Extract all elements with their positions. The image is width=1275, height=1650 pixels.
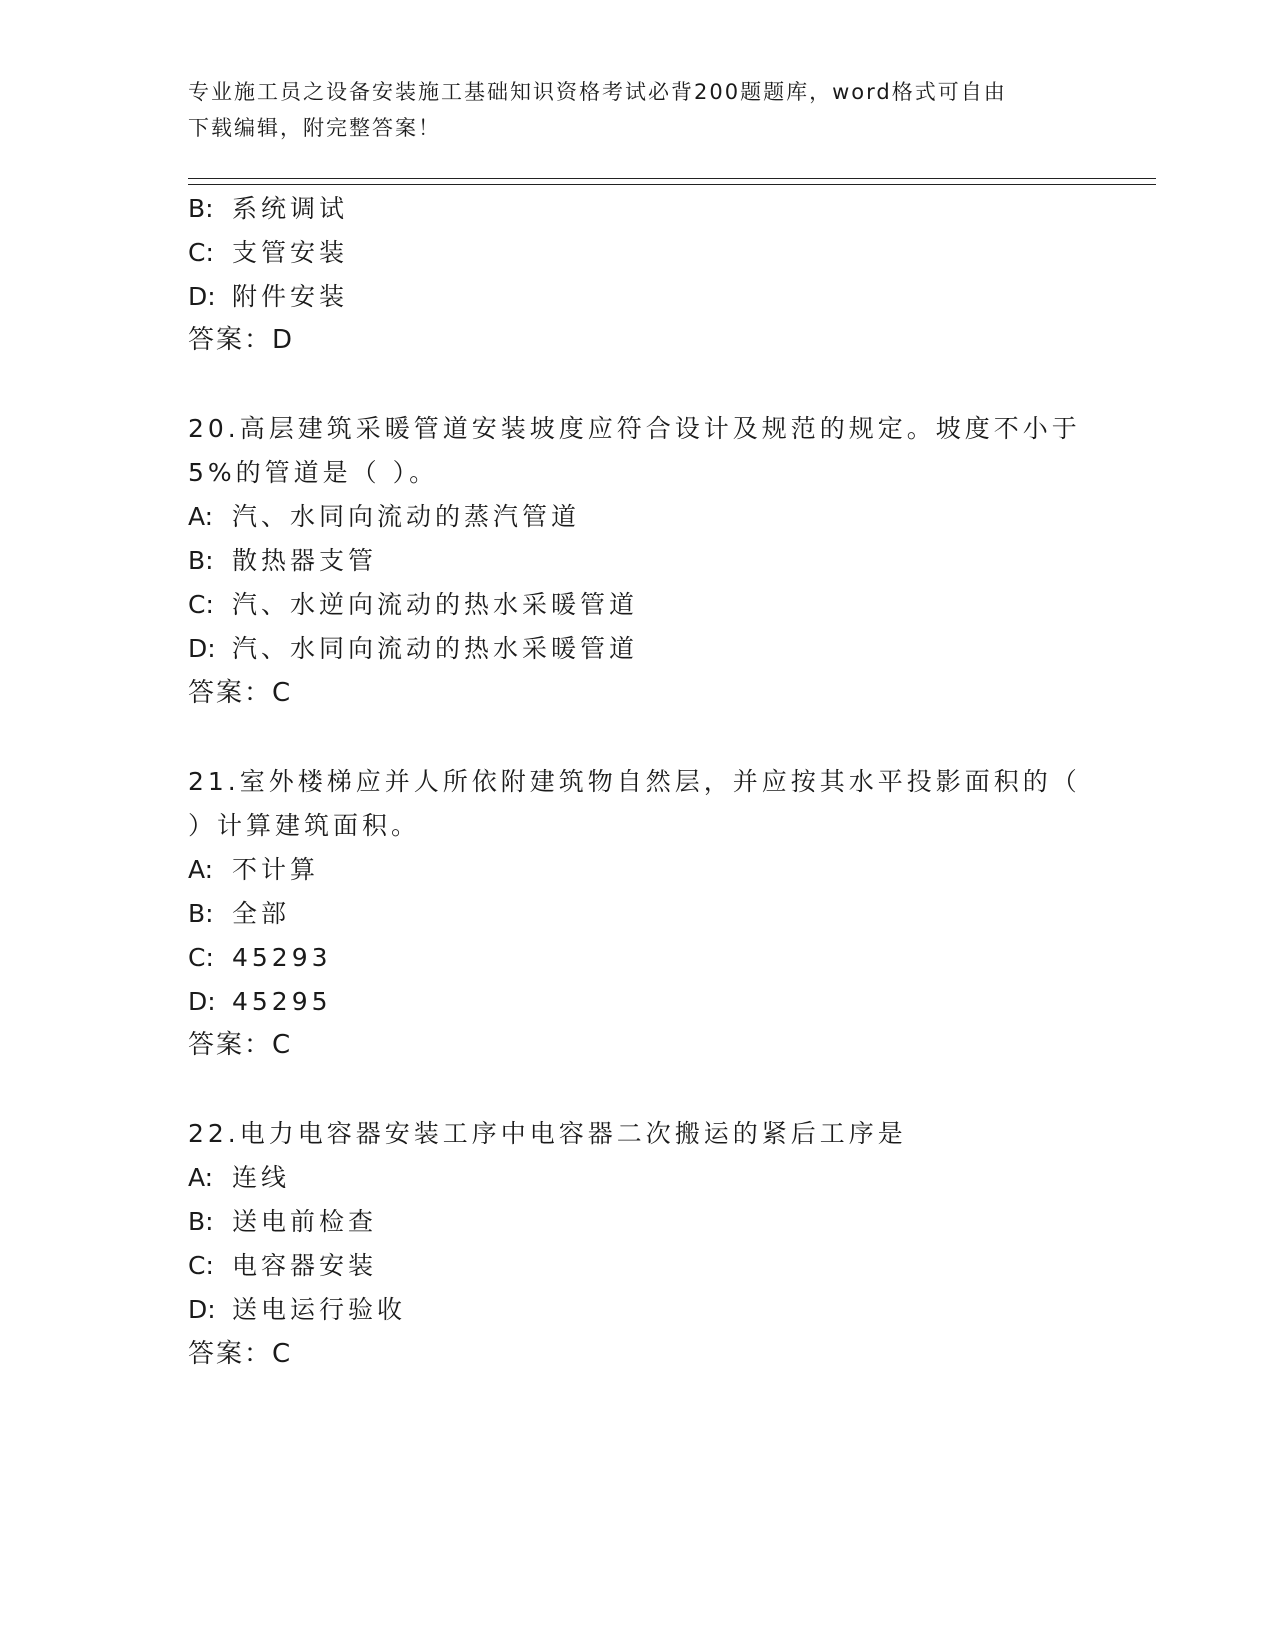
option-text: 不计算	[232, 855, 320, 884]
option-text: 送电运行验收	[232, 1295, 407, 1324]
option-letter: B:	[188, 899, 214, 928]
option-d	[188, 632, 638, 666]
option-b	[188, 192, 348, 226]
option-text: 系统调试	[232, 194, 349, 223]
question-22-line-1: 22.电力电容器安装工序中电容器二次搬运的紧后工序是	[188, 1119, 907, 1148]
option-b	[188, 1205, 377, 1239]
option-text: 附件安装	[232, 282, 349, 311]
answer-line: 答案：C	[188, 678, 293, 708]
option-letter: B:	[188, 546, 214, 575]
header-line-1: 专业施工员之设备安装施工基础知识资格考试必背200题题库，word格式可自由	[188, 80, 1007, 104]
header-rule-bottom	[188, 184, 1156, 185]
question-20-line-1: 20.高层建筑采暖管道安装坡度应符合设计及规范的规定。坡度不小于	[188, 414, 1081, 443]
option-c	[188, 588, 638, 622]
option-c	[188, 941, 332, 975]
option-letter: D:	[188, 987, 216, 1016]
option-text: 汽、水逆向流动的热水采暖管道	[232, 590, 639, 619]
question-21-line-2: ）计算建筑面积。	[188, 811, 421, 840]
option-a	[188, 853, 319, 887]
option-d	[188, 280, 348, 314]
question-21-line-1: 21.室外楼梯应并人所依附建筑物自然层，并应按其水平投影面积的（	[188, 767, 1081, 796]
document-header	[188, 74, 1088, 146]
option-text: 汽、水同向流动的热水采暖管道	[232, 634, 639, 663]
answer-line: 答案：C	[188, 1030, 293, 1060]
option-letter: D:	[188, 634, 216, 663]
option-text: 45293	[232, 943, 332, 972]
option-c	[188, 1249, 377, 1283]
answer-line: 答案：D	[188, 325, 295, 355]
option-text: 支管安装	[232, 238, 349, 267]
option-letter: C:	[188, 238, 214, 267]
answer-line: 答案：C	[188, 1339, 293, 1369]
option-letter: C:	[188, 590, 214, 619]
option-letter: A:	[188, 855, 214, 884]
header-line-2: 下载编辑，附完整答案！	[188, 116, 441, 140]
option-text: 电容器安装	[232, 1251, 378, 1280]
option-letter: A:	[188, 502, 214, 531]
option-a	[188, 1161, 290, 1195]
header-rule-top	[188, 178, 1156, 179]
option-text: 45295	[232, 987, 332, 1016]
option-d	[188, 985, 332, 1019]
option-letter: A:	[188, 1163, 214, 1192]
option-text: 送电前检查	[232, 1207, 378, 1236]
option-text: 汽、水同向流动的蒸汽管道	[232, 502, 581, 531]
option-b	[188, 544, 377, 578]
option-d	[188, 1293, 406, 1327]
option-text: 连线	[232, 1163, 291, 1192]
option-a	[188, 500, 580, 534]
option-letter: C:	[188, 943, 214, 972]
option-text: 散热器支管	[232, 546, 378, 575]
option-letter: B:	[188, 1207, 214, 1236]
option-letter: C:	[188, 1251, 214, 1280]
option-c	[188, 236, 348, 270]
question-20-line-2: 5%的管道是（ ）。	[188, 458, 439, 487]
option-letter: D:	[188, 1295, 216, 1324]
option-letter: D:	[188, 282, 216, 311]
option-text: 全部	[232, 899, 291, 928]
option-letter: B:	[188, 194, 214, 223]
option-b	[188, 897, 290, 931]
